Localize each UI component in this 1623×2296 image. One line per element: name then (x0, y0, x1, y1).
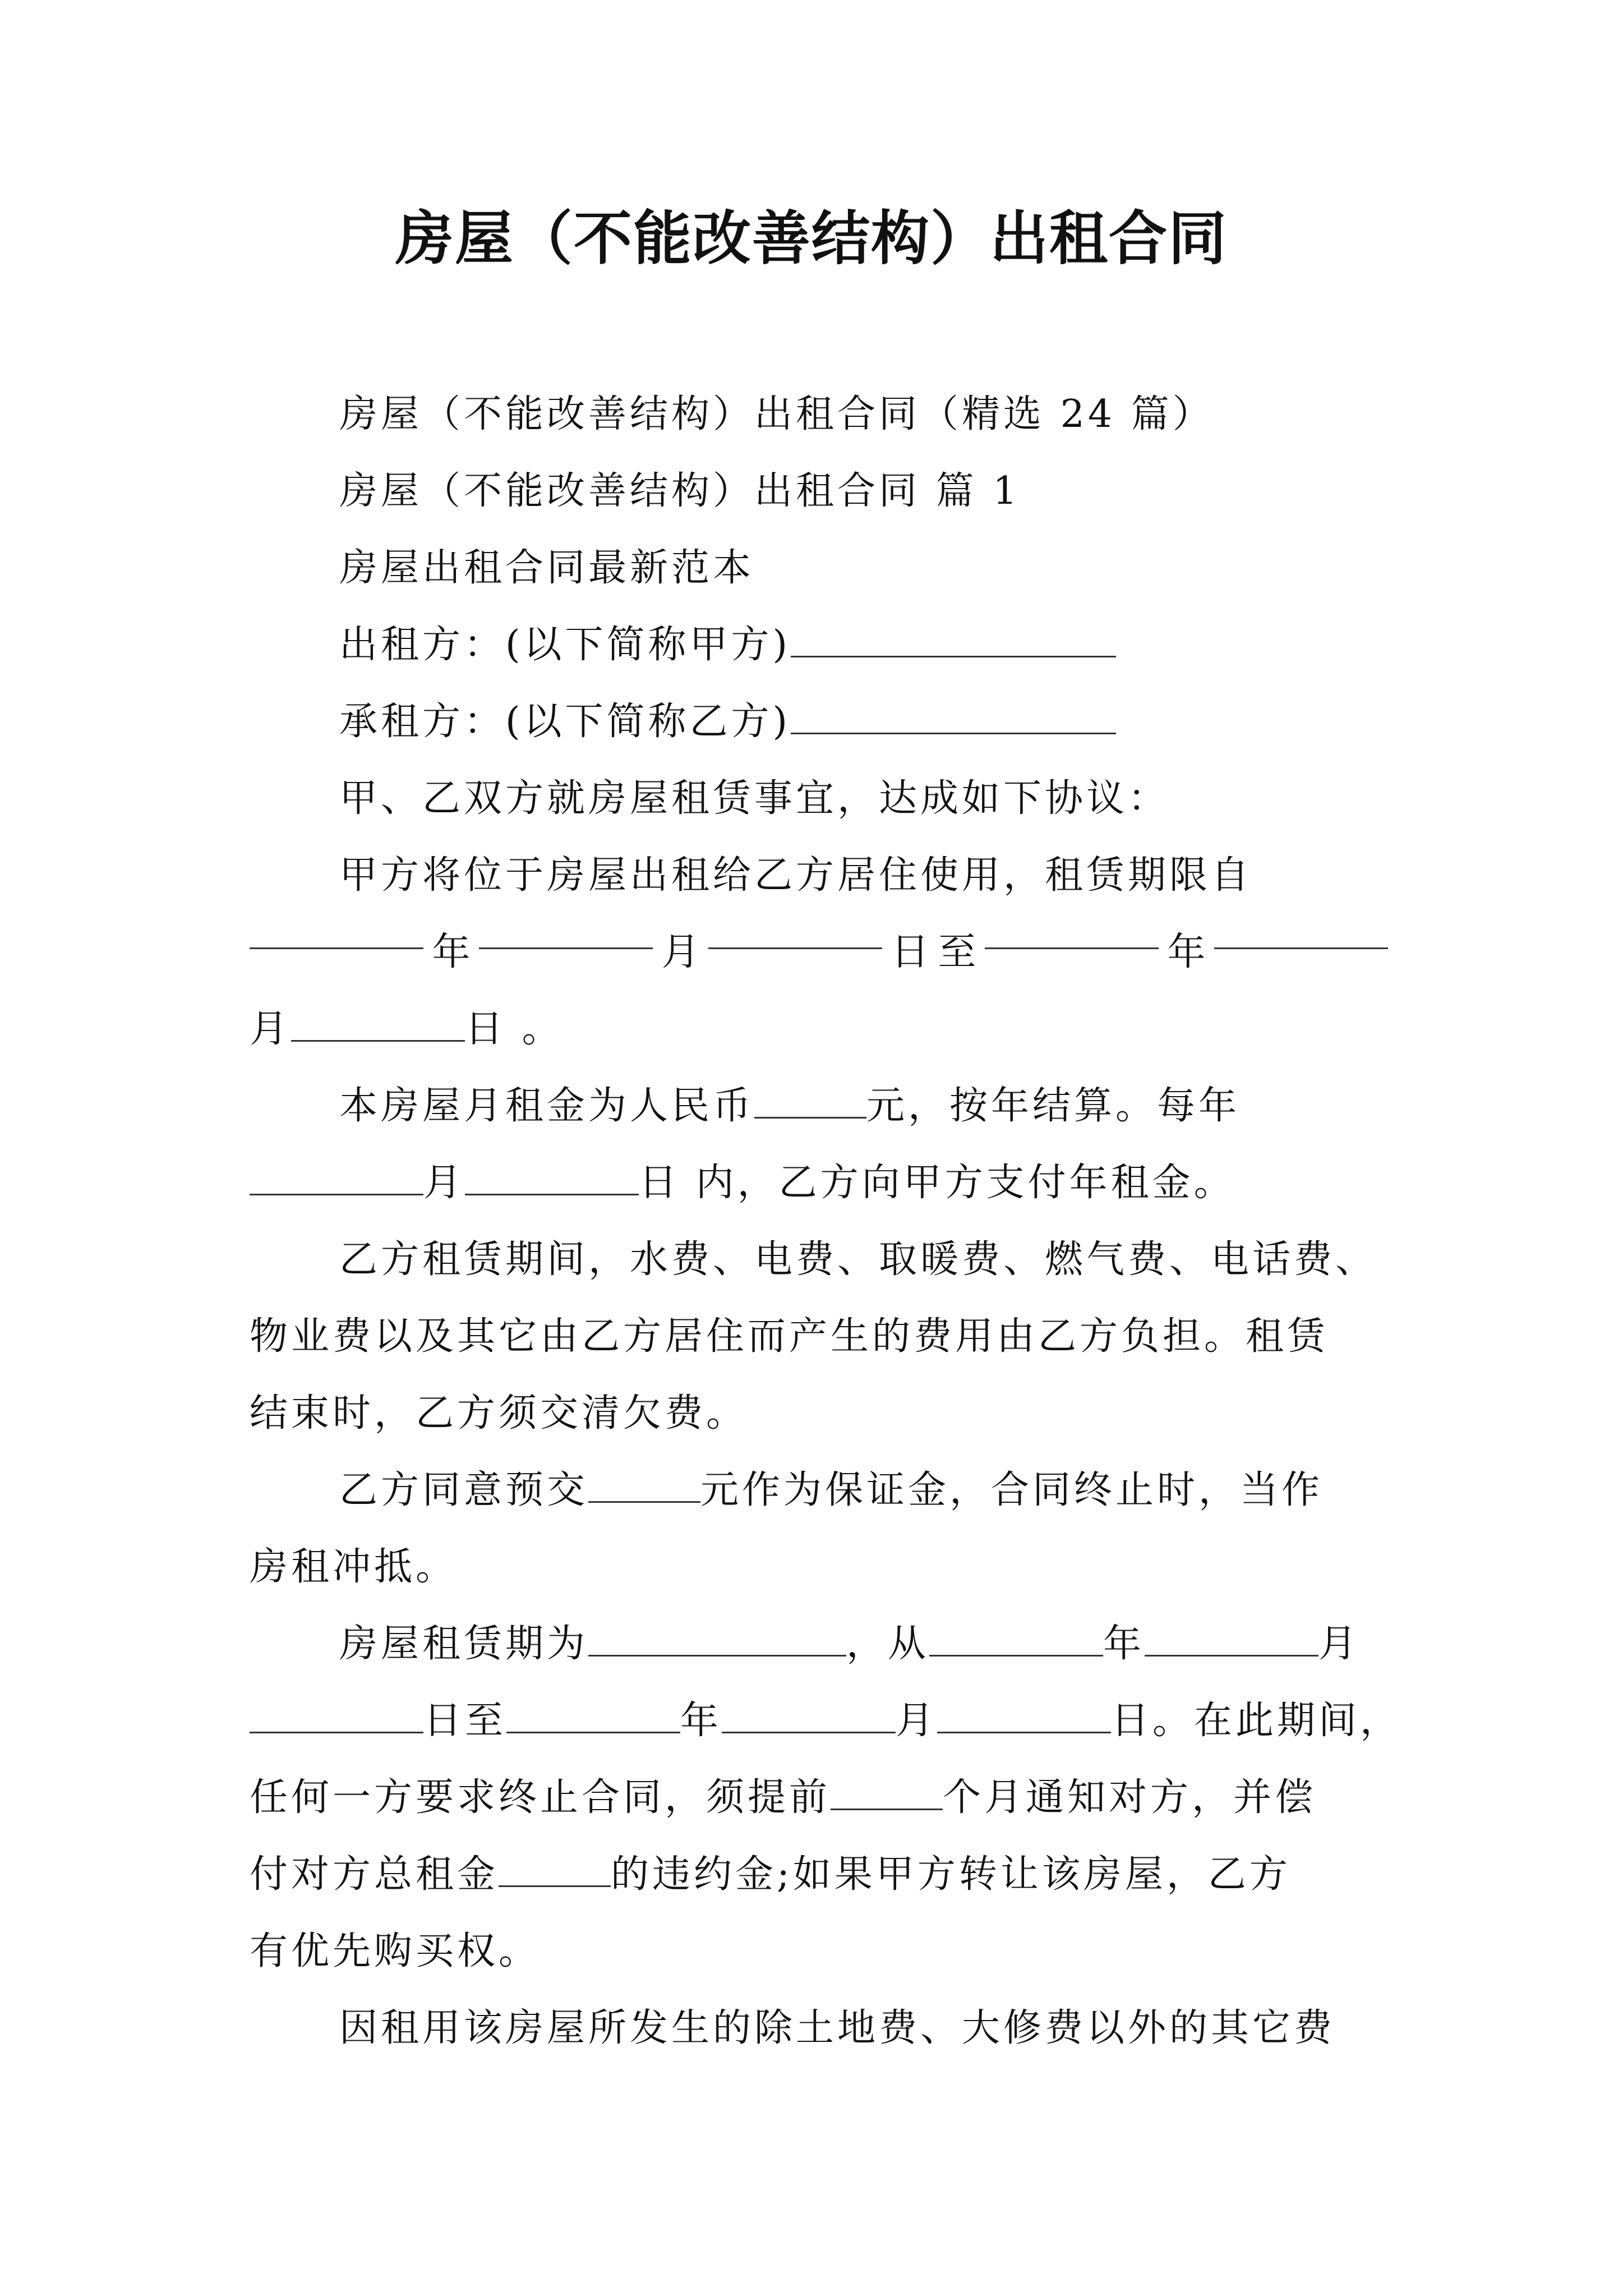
p2-text-c: 日 内，乙方向甲方支付年租金。 (639, 1161, 1235, 1205)
start-month-blank[interactable] (479, 914, 653, 949)
p3-line1: 乙方租赁期间，水费、电费、取暖费、燃气费、电话费、 (339, 1237, 1377, 1282)
end-month-blank-a[interactable] (1214, 914, 1388, 949)
p5-line2 (250, 1682, 1402, 1759)
p4-text-a: 乙方同意预交 (339, 1468, 589, 1512)
year-label: 年 (1167, 930, 1206, 974)
p5-line5: 有优先购买权。 (250, 1929, 541, 1973)
to-day-blank[interactable] (937, 1698, 1111, 1733)
end-year-blank[interactable] (985, 914, 1159, 949)
section-heading: 房屋（不能改善结构）出租合同 篇 1 (339, 469, 1021, 513)
sample-title: 房屋出租合同最新范本 (339, 546, 755, 590)
lease-term-blank[interactable] (588, 1621, 846, 1657)
lessee-line (250, 683, 1388, 760)
p5-line3 (250, 1759, 1388, 1836)
pay-month-blank[interactable] (250, 1160, 423, 1195)
year-label: 年 (1103, 1622, 1145, 1666)
from-year-blank[interactable] (929, 1621, 1103, 1657)
p5-text-f: 的违约金;如果甲方转让该房屋，乙方 (611, 1852, 1291, 1897)
monthly-rent-blank[interactable] (754, 1083, 866, 1119)
month-label: 月 (661, 930, 700, 974)
pay-day-blank[interactable] (465, 1160, 639, 1195)
day-label: 日 (465, 1007, 507, 1051)
p1-line1 (250, 837, 1388, 914)
to-label: 至 (938, 930, 976, 974)
p1-line2 (250, 914, 1388, 991)
p1-text: 甲方将位于房屋出租给乙方居住使用，租赁期限自 (339, 853, 1253, 898)
lessee-blank[interactable] (791, 699, 1116, 734)
notice-months-blank[interactable] (831, 1775, 943, 1810)
p5-text-a: 房屋租赁期为 (339, 1622, 589, 1666)
p5-text-c: 任何一方要求终止合同，须提前 (250, 1775, 831, 1820)
year-label: 年 (432, 930, 471, 974)
year-label: 年 (680, 1699, 722, 1743)
month-label: 月 (1318, 1622, 1361, 1666)
from-day-blank[interactable] (250, 1698, 423, 1733)
p5-text-e: 付对方总租金 (250, 1852, 499, 1897)
p2-line2 (250, 1144, 1388, 1221)
end-day-blank[interactable] (291, 1006, 465, 1042)
p5-line1 (250, 1605, 1388, 1682)
document-body (250, 376, 1402, 2067)
p4-text-b: 元作为保证金，合同终止时，当作 (700, 1468, 1324, 1512)
day-to-label: 日至 (423, 1699, 507, 1743)
from-month-blank[interactable] (1145, 1621, 1318, 1657)
p5-text-d: 个月通知对方，并偿 (943, 1775, 1317, 1820)
start-day-blank[interactable] (708, 914, 882, 949)
month-label: 月 (896, 1699, 938, 1743)
lessor-label: 出租方：(以下简称甲方) (339, 623, 791, 667)
start-year-blank[interactable] (250, 914, 423, 949)
penalty-blank[interactable] (499, 1852, 611, 1887)
p4-line1 (250, 1452, 1388, 1529)
lessee-label: 承租方：(以下简称乙方) (339, 700, 791, 744)
deposit-blank[interactable] (588, 1467, 700, 1503)
p3-line3: 结束时，乙方须交清欠费。 (250, 1391, 748, 1435)
p4-line2: 房租冲抵。 (250, 1545, 458, 1589)
period-mark: 。 (522, 1007, 564, 1051)
day-period-label: 日。在此期间， (1111, 1699, 1402, 1743)
to-month-blank[interactable] (722, 1698, 896, 1733)
p2-text-b: 元，按年结算。每年 (866, 1084, 1241, 1128)
intro-line: 甲、乙双方就房屋租赁事宜，达成如下协议： (339, 776, 1170, 821)
p6-line1: 因租用该房屋所发生的除土地费、大修费以外的其它费 (339, 2006, 1336, 2050)
month-label: 月 (423, 1161, 465, 1205)
p2-text: 本房屋月租金为人民币 (339, 1084, 755, 1128)
p1-line3 (250, 991, 1388, 1068)
from-label: ，从 (846, 1622, 930, 1666)
lessor-blank[interactable] (791, 622, 1116, 657)
month-label: 月 (250, 1007, 292, 1051)
p3-line2: 物业费以及其它由乙方居住而产生的费用由乙方负担。租赁 (250, 1314, 1329, 1359)
subtitle: 房屋（不能改善结构）出租合同（精选 24 篇） (339, 392, 1214, 436)
p5-line4 (250, 1836, 1388, 1913)
document-title: 房屋（不能改善结构）出租合同 (395, 204, 1228, 273)
lessor-line (250, 606, 1388, 683)
to-year-blank[interactable] (506, 1698, 680, 1733)
day-label: 日 (891, 930, 929, 974)
p2-line1 (250, 1068, 1388, 1144)
